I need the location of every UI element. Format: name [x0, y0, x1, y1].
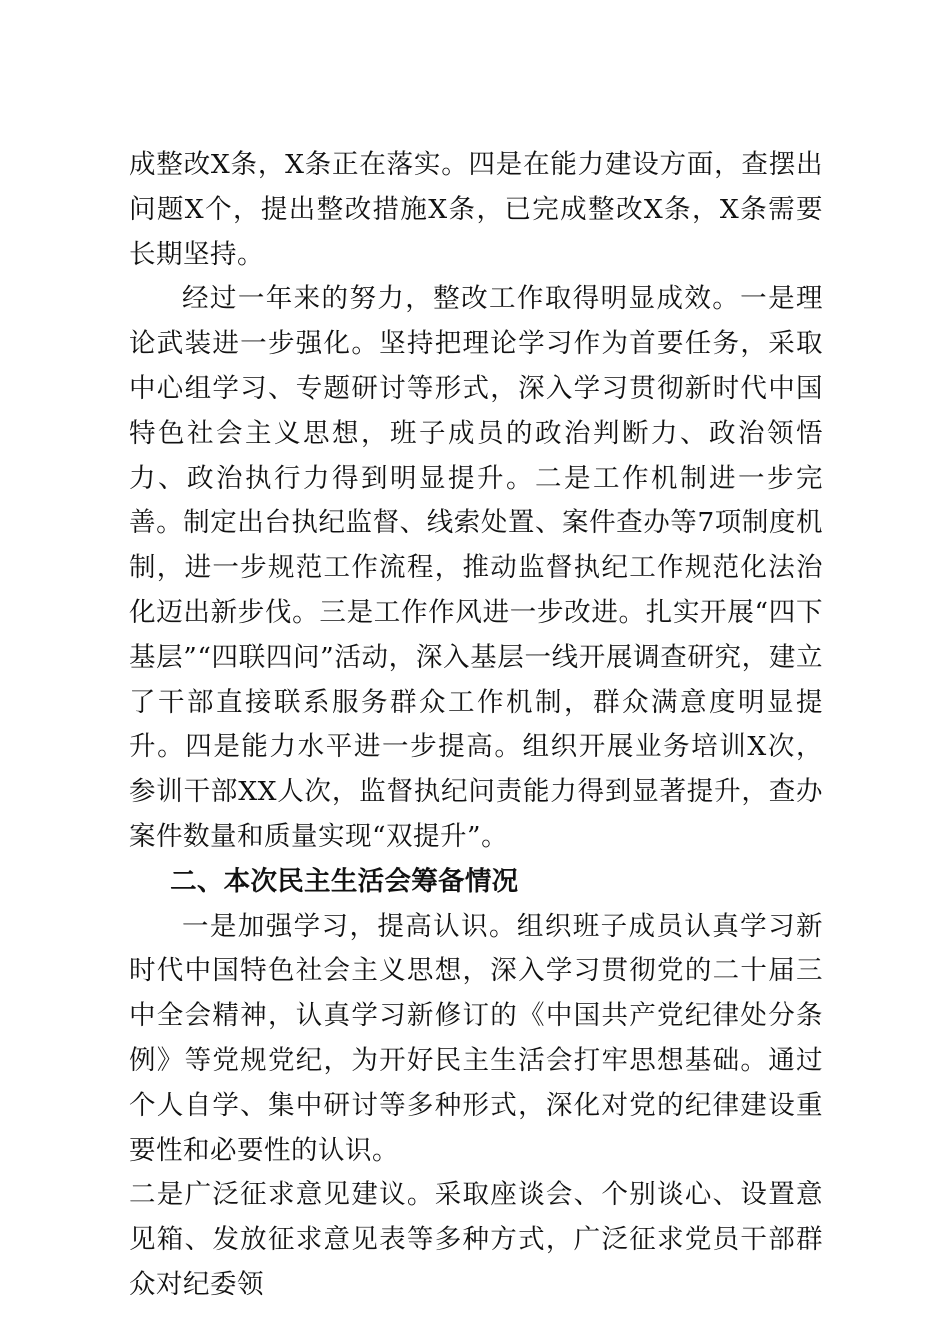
section-heading-preparation: 二、本次民主生活会筹备情况 [170, 865, 519, 897]
paragraph-study: 一是加强学习，提高认识。组织班子成员认真学习新时代中国特色社会主义思想，深入学习贯彻党的二十届三中全会精神，认真学习新修订的《中国共产党纪律处分条例》等党规党纪，为开好民主生活会打牢思想基础。通过个人自学、集中研讨等多种形式，深化对党的纪律建设重要性和必要性的认识。 [129, 910, 823, 1166]
paragraph-continuation: 成整改X条，X条正在落实。四是在能力建设方面，查摆出问题X个，提出整改措施X条，已完成整改X条，X条需要长期坚持。 [129, 149, 823, 270]
document-body [129, 143, 823, 1308]
paragraph-solicit-opinions: 二是广泛征求意见建议。采取座谈会、个别谈心、设置意见箱、发放征求意见表等多种方式，广泛征求党员干部群众对纪委领 [129, 1179, 823, 1300]
paragraph-rectification-results: 经过一年来的努力，整改工作取得明显成效。一是理论武装进一步强化。坚持把理论学习作为首要任务，采取中心组学习、专题研讨等形式，深入学习贯彻新时代中国特色社会主义思想，班子成员的政治判断力、政治领悟力、政治执行力得到明显提升。二是工作机制进一步完善。制定出台执纪监督、线索处置、案件查办等7项制度机制，进一步规范工作流程，推动监督执纪工作规范化法治化迈出新步伐。三是工作作风进一步改进。扎实开展“四下基层”“四联四问”活动，深入基层一线开展调查研究，建立了干部直接联系服务群众工作机制，群众满意度明显提升。四是能力水平进一步提高。组织开展业务培训X次，参训干部XX人次，监督执纪问责能力得到显著提升，查办案件数量和质量实现“双提升”。 [129, 283, 823, 852]
